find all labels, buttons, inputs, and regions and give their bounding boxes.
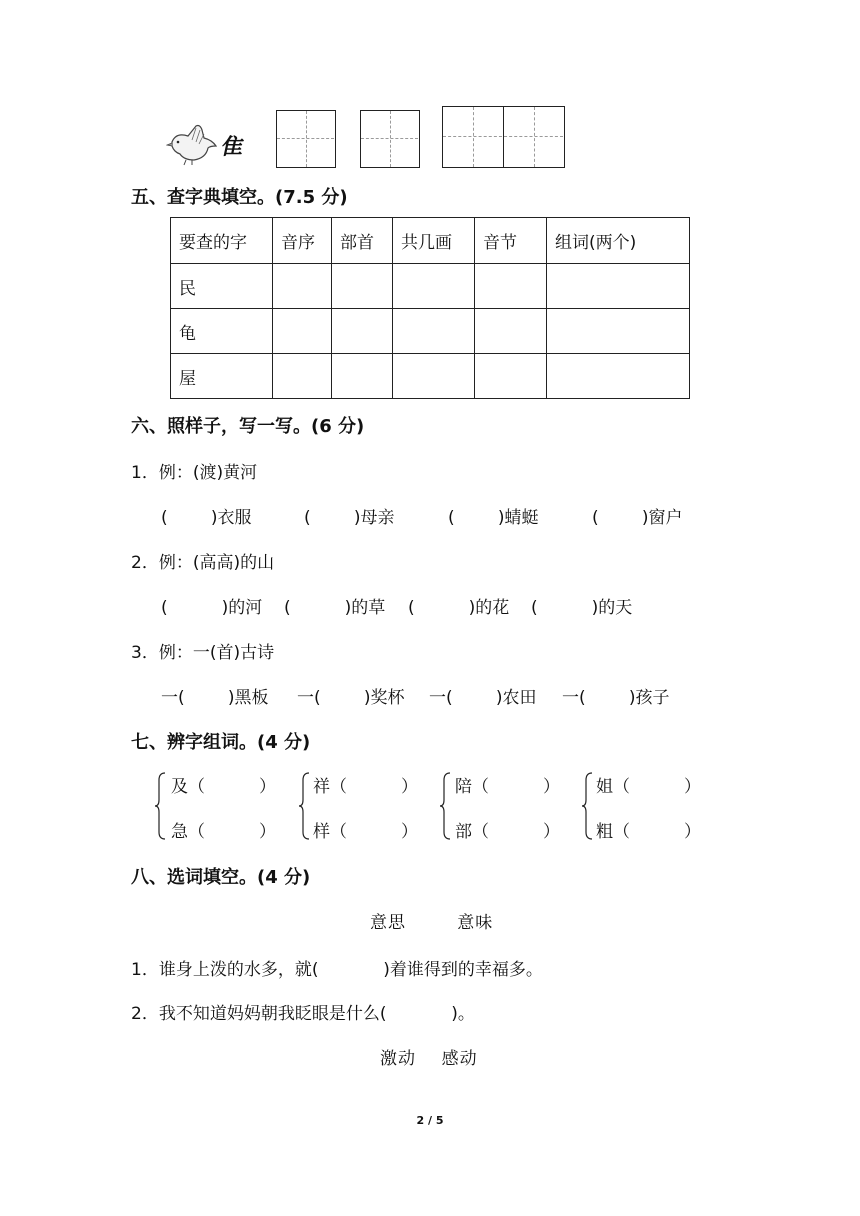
fill-blank[interactable]: ( )的河 (161, 598, 263, 618)
example-line: 2．例：(高高)的山 (131, 553, 275, 573)
table-cell[interactable] (273, 309, 332, 354)
section-6-title: 六、照样子，写一写。(6 分) (131, 416, 365, 437)
table-cell[interactable] (547, 309, 690, 354)
fill-blank[interactable]: ( )窗户 (592, 508, 683, 528)
brace-icon (298, 772, 310, 840)
table-cell[interactable] (332, 354, 393, 399)
table-header: 要查的字 (171, 218, 273, 264)
fill-sentence[interactable]: 1．谁身上泼的水多，就( )着谁得到的幸福多。 (131, 960, 543, 980)
bird-illustration (166, 122, 220, 166)
example-line: 1．例：(渡)黄河 (131, 463, 258, 483)
table-row (171, 309, 690, 354)
writing-grid[interactable] (276, 110, 336, 168)
table-cell[interactable] (332, 264, 393, 309)
page-number: 2 / 5 (416, 1114, 444, 1127)
fill-blank[interactable]: 一( )黑板 (161, 688, 269, 708)
word-choices: 意思 意味 (370, 913, 494, 933)
word-choices: 激动 感动 (380, 1049, 478, 1069)
brace-icon (154, 772, 166, 840)
word-pair-bottom[interactable]: 急（ ） (171, 822, 277, 842)
table-cell[interactable] (332, 309, 393, 354)
table-header: 组词(两个) (547, 218, 690, 264)
table-cell[interactable] (475, 264, 547, 309)
word-pair-bottom[interactable]: 部（ ） (455, 822, 561, 842)
word-pair-bottom[interactable]: 样（ ） (313, 822, 419, 842)
writing-grid-double[interactable] (442, 106, 565, 168)
word-pair-top[interactable]: 祥（ ） (313, 777, 419, 797)
table-row (171, 354, 690, 399)
table-header: 音节 (475, 218, 547, 264)
table-header-row (171, 218, 690, 264)
table-cell[interactable] (273, 354, 332, 399)
table-cell[interactable] (273, 264, 332, 309)
fill-blank[interactable]: 一( )孩子 (562, 688, 670, 708)
example-line: 3．例：一(首)古诗 (131, 643, 275, 663)
table-cell[interactable] (393, 264, 475, 309)
brace-icon (439, 772, 451, 840)
table-cell[interactable] (547, 264, 690, 309)
table-cell[interactable] (475, 309, 547, 354)
table-cell[interactable] (547, 354, 690, 399)
table-header: 部首 (332, 218, 393, 264)
word-pair-top[interactable]: 陪（ ） (455, 777, 561, 797)
table-cell-char: 屋 (171, 354, 273, 399)
table-header: 音序 (273, 218, 332, 264)
word-pair-top[interactable]: 及（ ） (171, 777, 277, 797)
word-pair-top[interactable]: 姐（ ） (596, 777, 702, 797)
writing-grid[interactable] (360, 110, 420, 168)
brace-icon (581, 772, 593, 840)
fill-blank[interactable]: 一( )奖杯 (297, 688, 405, 708)
character-glyph: 隹 (218, 135, 247, 160)
table-cell[interactable] (393, 354, 475, 399)
table-cell[interactable] (393, 309, 475, 354)
fill-blank[interactable]: ( )衣服 (161, 508, 252, 528)
word-pair-bottom[interactable]: 粗（ ） (596, 822, 702, 842)
section-5-title: 五、查字典填空。(7.5 分) (131, 187, 348, 208)
section-8-title: 八、选词填空。(4 分) (131, 867, 311, 888)
table-cell-char: 龟 (171, 309, 273, 354)
fill-blank[interactable]: ( )蜻蜓 (448, 508, 539, 528)
fill-blank[interactable]: ( )母亲 (304, 508, 395, 528)
table-header: 共几画 (393, 218, 475, 264)
fill-blank[interactable]: 一( )农田 (429, 688, 537, 708)
table-row (171, 264, 690, 309)
fill-blank[interactable]: ( )的花 (408, 598, 510, 618)
dictionary-table (170, 217, 690, 399)
table-cell-char: 民 (171, 264, 273, 309)
section-7-title: 七、辨字组词。(4 分) (131, 732, 311, 753)
fill-blank[interactable]: ( )的草 (284, 598, 386, 618)
fill-blank[interactable]: ( )的天 (531, 598, 633, 618)
table-cell[interactable] (475, 354, 547, 399)
fill-sentence[interactable]: 2．我不知道妈妈朝我眨眼是什么( )。 (131, 1004, 475, 1024)
